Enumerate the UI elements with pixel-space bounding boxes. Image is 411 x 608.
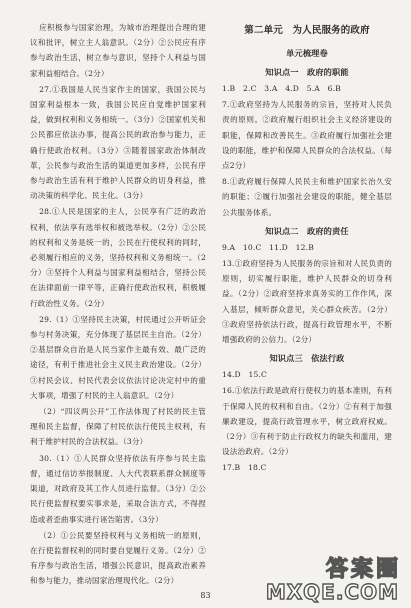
watermark-text: 答案圈: [325, 557, 401, 582]
answer-item: 13.①政府坚持为人民服务的宗旨和对人民负责的原则，切实履行职能，维护人民群众的切身利益。（2分）②政府坚持求真务实的工作作风，深入基层，倾听群众意见，关心群众疾苦。（2分）③政府坚持依法行政，提高行政管理水平，不断增强政府的公信力。（2分）: [222, 259, 392, 345]
answer-paragraph: 应积极参与国家治理，为城市治理提出合理的建议和批评，树立主人翁意识。（2分）②公民应有序参与政治生活，树立参与意识，坚持个人利益与国家利益相结合。（2分）: [30, 23, 206, 78]
unit-title: 第二单元 为人民服务的政府: [244, 25, 370, 36]
watermark-logo: [265, 550, 405, 606]
answer-item: 16.①依法行政是政府行使权力的基本准则，有利于保障人民的权利和自由。（2分）②有利于加强廉政建设，提高行政管理水平，树立政府权威。（2分）③有利于防止行政权力的缺失和滥用，建设法治政府。（2分）: [222, 386, 392, 457]
answer-item: 14.D 15.C: [222, 370, 267, 380]
right-column: [222, 20, 392, 580]
section-title: 知识点一 政府的职能: [265, 67, 349, 77]
answer-item: 9.A 10.C 11.D 12.B: [222, 242, 314, 252]
answer-paragraph: （2）①公民要坚持权利与义务相统一的原则，在行使监督权利的同时要自觉履行义务。（2分）②有序参与政治生活，增强公民意识，提高政治素养和参与能力，推动国家治理现代化。（2分）: [30, 530, 206, 586]
answer-item: 7.①政府坚持为人民服务的宗旨，坚持对人民负责的原则。②政府履行组织社会主义经济建设的职能，保障和改善民生。③政府履行加强社会建设的职能，维护和保障人民群众的合法权益。（每点2分）: [222, 100, 392, 171]
watermark-text: MXQE.COM: [265, 580, 399, 604]
page-number: 83: [200, 591, 211, 600]
answer-paragraph: 30.（1）①人民群众坚持依法有序参与民主监督，通过信访举报制度、人大代表联系群众制度等渠道，对政府及其工作人员进行监督。（3分）②公民行使监督权要实事求是，采取合法方式，不得捏造或者歪曲事实进行诬告陷害。（3分）: [30, 453, 206, 524]
left-column: [30, 20, 206, 586]
answer-paragraph: 28.①人民是国家的主人，公民享有广泛的政治权利，依法享有选举权和被选举权。（2分）②公民的权利和义务是统一的，公民在行使权利的同时，必须履行相应的义务，坚持权利和义务相统一。（2分）③坚持个人利益与国家利益相结合，坚持公民在法律面前一律平等，正确行使政治权利，积极履行政治性义务。（2分）: [30, 207, 206, 308]
answer-paragraph: 27.①我国是人民当家作主的国家，我国公民与国家利益根本一致，我国公民应自觉维护国家利益，做到权利和义务相统一。（3分）②国家机关和公民都应依法办事，提高公民的政治参与能力，正确行使政治权利。（3分）③随着国家政治体制改革，公民参与政治生活的渠道更加多样，公民有序参与政治生活有利于维护人民群众的切身利益，推动决策的科学化、民主化。（3分）: [30, 84, 206, 201]
answer-paragraph: （2）“四议两公开”工作法体现了村民的民主管理和民主监督，保障了村民依法行使民主权利，有利于维护村民的合法权益。（3分）: [30, 407, 206, 447]
answer-item: 17.B 18.C: [222, 463, 267, 473]
section-title: 知识点三 依法行政: [269, 353, 345, 364]
answer-item: 1.B 2.C 3.A 4.D 5.A 6.B: [222, 84, 341, 93]
answer-item: 8.①政府履行保障人民民主和维护国家长治久安的职能；②履行加强社会建设的职能，健全基层公共服务体系。: [222, 177, 392, 217]
section-title: 单元梳理卷: [286, 48, 328, 58]
section-title: 知识点二 政府的责任: [265, 225, 349, 236]
answer-paragraph: 29.（1）①坚持民主决策，村民通过公开听证会参与村务决策，充分体现了基层民主自治。（2分）②基层群众自治是人民当家作主最有效、最广泛的途径，有利于推进社会主义民主政治建设。（2分）③村民会议、村民代表会议依法讨论决定村中的重大事项，增强了村民的主人翁意识。（2分）: [30, 314, 206, 400]
